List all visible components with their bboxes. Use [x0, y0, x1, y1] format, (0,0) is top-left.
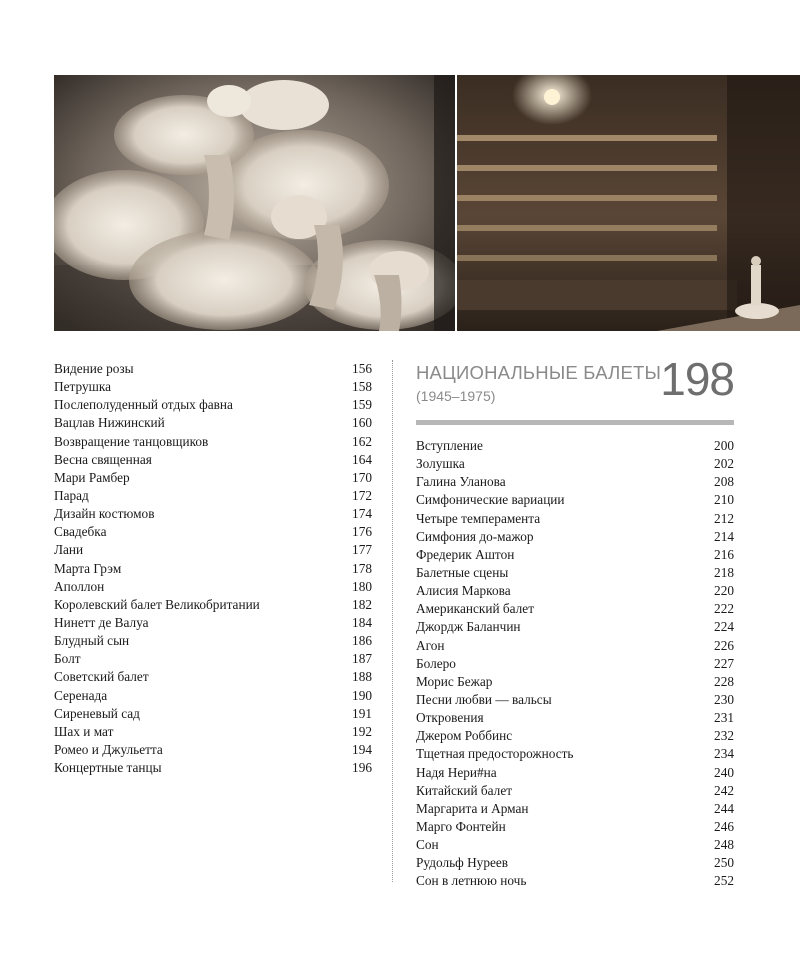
toc-entry[interactable]: Послеполуденный отдых фавна 159	[54, 397, 372, 413]
toc-entry[interactable]: Откровения 231	[416, 710, 734, 726]
toc-entry[interactable]: Морис Бежар 228	[416, 673, 734, 689]
toc-entry[interactable]: Маргарита и Арман 244	[416, 800, 734, 816]
section-years: (1945–1975)	[416, 388, 496, 404]
toc-entry[interactable]: Ромео и Джульетта 194	[54, 741, 372, 757]
toc-entry[interactable]: Шах и мат 192	[54, 723, 372, 739]
section-title: НАЦИОНАЛЬНЫЕ БАЛЕТЫ	[416, 362, 662, 383]
section-rule	[416, 420, 734, 425]
toc-entry[interactable]: Тщетная предосторожность 234	[416, 746, 734, 762]
toc-entry[interactable]: Балетные сцены 218	[416, 564, 734, 580]
toc-entry[interactable]: Сон 248	[416, 837, 734, 853]
theatre-hall-photo	[457, 75, 800, 331]
toc-entry[interactable]: Джером Роббинс 232	[416, 728, 734, 744]
toc-entry[interactable]: Агон 226	[416, 637, 734, 653]
toc-right-column	[416, 437, 734, 891]
toc-left-column	[54, 360, 372, 777]
toc-entry[interactable]: Дизайн костюмов 174	[54, 506, 372, 522]
toc-entry[interactable]: Марта Грэм 178	[54, 560, 372, 576]
header-photos	[54, 75, 800, 331]
toc-entry[interactable]: Видение розы 156	[54, 361, 372, 376]
toc-entry[interactable]: Рудольф Нуреев 250	[416, 855, 734, 871]
toc-entry[interactable]: Симфония до-мажор 214	[416, 528, 734, 544]
toc-entry[interactable]: Алисия Маркова 220	[416, 583, 734, 599]
toc-entry[interactable]: Фредерик Аштон 216	[416, 546, 734, 562]
toc-entry[interactable]: Золушка 202	[416, 456, 734, 472]
column-divider	[392, 360, 393, 882]
toc-entry[interactable]: Весна священная 164	[54, 451, 372, 467]
toc-entry[interactable]: Мари Рамбер 170	[54, 469, 372, 485]
toc-entry[interactable]: Парад 172	[54, 487, 372, 503]
toc-entry[interactable]: Петрушка 158	[54, 379, 372, 395]
toc-entry[interactable]: Вацлав Нижинский 160	[54, 415, 372, 431]
toc-entry[interactable]: Болт 187	[54, 651, 372, 667]
toc-entry[interactable]: Свадебка 176	[54, 524, 372, 540]
toc-entry[interactable]: Надя Нери#на 240	[416, 764, 734, 780]
toc-entry[interactable]: Галина Уланова 208	[416, 474, 734, 490]
ballerinas-photo	[54, 75, 455, 331]
toc-entry[interactable]: Нинетт де Валуа 184	[54, 614, 372, 630]
section-header	[416, 353, 734, 420]
toc-entry[interactable]: Концертные танцы 196	[54, 760, 372, 776]
toc-entry[interactable]: Джордж Баланчин 224	[416, 619, 734, 635]
toc-entry[interactable]: Болеро 227	[416, 655, 734, 671]
toc-entry[interactable]: Сиреневый сад 191	[54, 705, 372, 721]
toc-entry[interactable]: Лани 177	[54, 542, 372, 558]
toc-entry[interactable]: Сон в летнюю ночь 252	[416, 873, 734, 889]
section-page-number: 198	[660, 353, 734, 405]
toc-entry[interactable]: Американский балет 222	[416, 601, 734, 617]
toc-entry[interactable]: Китайский балет 242	[416, 782, 734, 798]
toc-entry[interactable]: Песни любви — вальсы 230	[416, 691, 734, 707]
toc-entry[interactable]: Серенада 190	[54, 687, 372, 703]
toc-entry[interactable]: Королевский балет Великобритании 182	[54, 596, 372, 612]
toc-entry[interactable]: Вступление 200	[416, 438, 734, 453]
toc-entry[interactable]: Марго Фонтейн 246	[416, 818, 734, 834]
toc-entry[interactable]: Симфонические вариации 210	[416, 492, 734, 508]
toc-entry[interactable]: Блудный сын 186	[54, 633, 372, 649]
toc-entry[interactable]: Четыре темперамента 212	[416, 510, 734, 526]
toc-entry[interactable]: Возвращение танцовщиков 162	[54, 433, 372, 449]
toc-entry[interactable]: Аполлон 180	[54, 578, 372, 594]
toc-entry[interactable]: Советский балет 188	[54, 669, 372, 685]
